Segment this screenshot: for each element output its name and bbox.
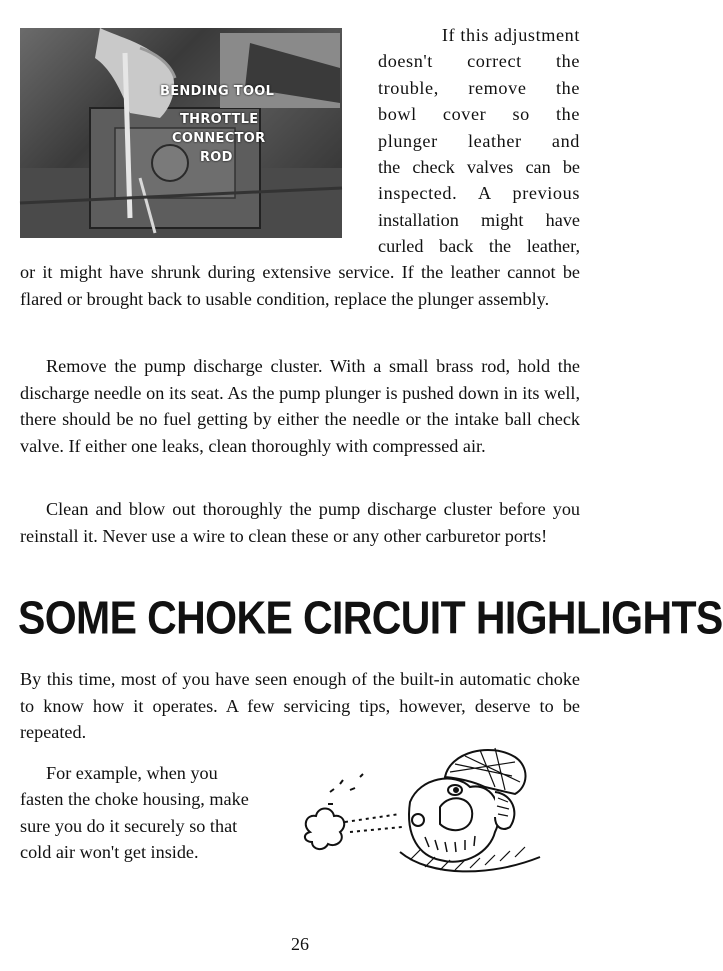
paragraph-4: By this time, most of you have seen enough of the built-in automatic choke to know how it operates. A few servicing tips, however, deserve to be repeated.: [20, 669, 580, 742]
wrapped-line: trouble, remove the: [378, 77, 580, 98]
wrapped-line: installation might have: [378, 209, 580, 230]
section-heading: SOME CHOKE CIRCUIT HIGHLIGHTS: [18, 592, 723, 644]
connector-label: CONNECTOR: [172, 131, 266, 146]
paragraph-5: For example, when you fasten the choke housing, make sure you do it securely so that cold air won't get inside.: [20, 763, 249, 863]
page-number: 26: [291, 934, 309, 954]
cartoon-graphic: [290, 732, 580, 882]
wrapped-line: the check valves can be: [378, 157, 580, 178]
throttle-label: THROTTLE: [180, 112, 259, 127]
wrapped-line: bowl cover so the: [378, 104, 580, 125]
paragraph-1-continued: or it might have shrunk during extensive service. If the leather cannot be flared or brought back to usable condition, replace the plunger assembly.: [20, 262, 580, 309]
cartoon-man-blowing-illustration: [290, 732, 580, 887]
paragraph-2: Remove the pump discharge cluster. With a small brass rod, hold the discharge needle on its seat. As the pump plunger is pushed down in its well, there should be no fuel getting by either the needle or the intake ball check valve. If either one leaks, clean thoroughly with compressed air.: [20, 356, 580, 456]
wrapped-line: inspected. A previous: [378, 183, 580, 204]
wrapped-line: doesn't correct the: [378, 51, 580, 72]
bending-tool-label: BENDING TOOL: [160, 84, 275, 99]
paragraph-1-wrapped: [378, 22, 580, 260]
rod-label: ROD: [200, 150, 233, 165]
wrapped-line: If this adjustment: [441, 25, 580, 45]
carburetor-photo: [20, 28, 342, 238]
paragraph-3: Clean and blow out thoroughly the pump discharge cluster before you reinstall it. Never use a wire to clean these or any other carburetor ports!: [20, 499, 580, 546]
wrapped-line: curled back the leather,: [378, 236, 580, 257]
wrapped-line: plunger leather and: [378, 130, 580, 151]
